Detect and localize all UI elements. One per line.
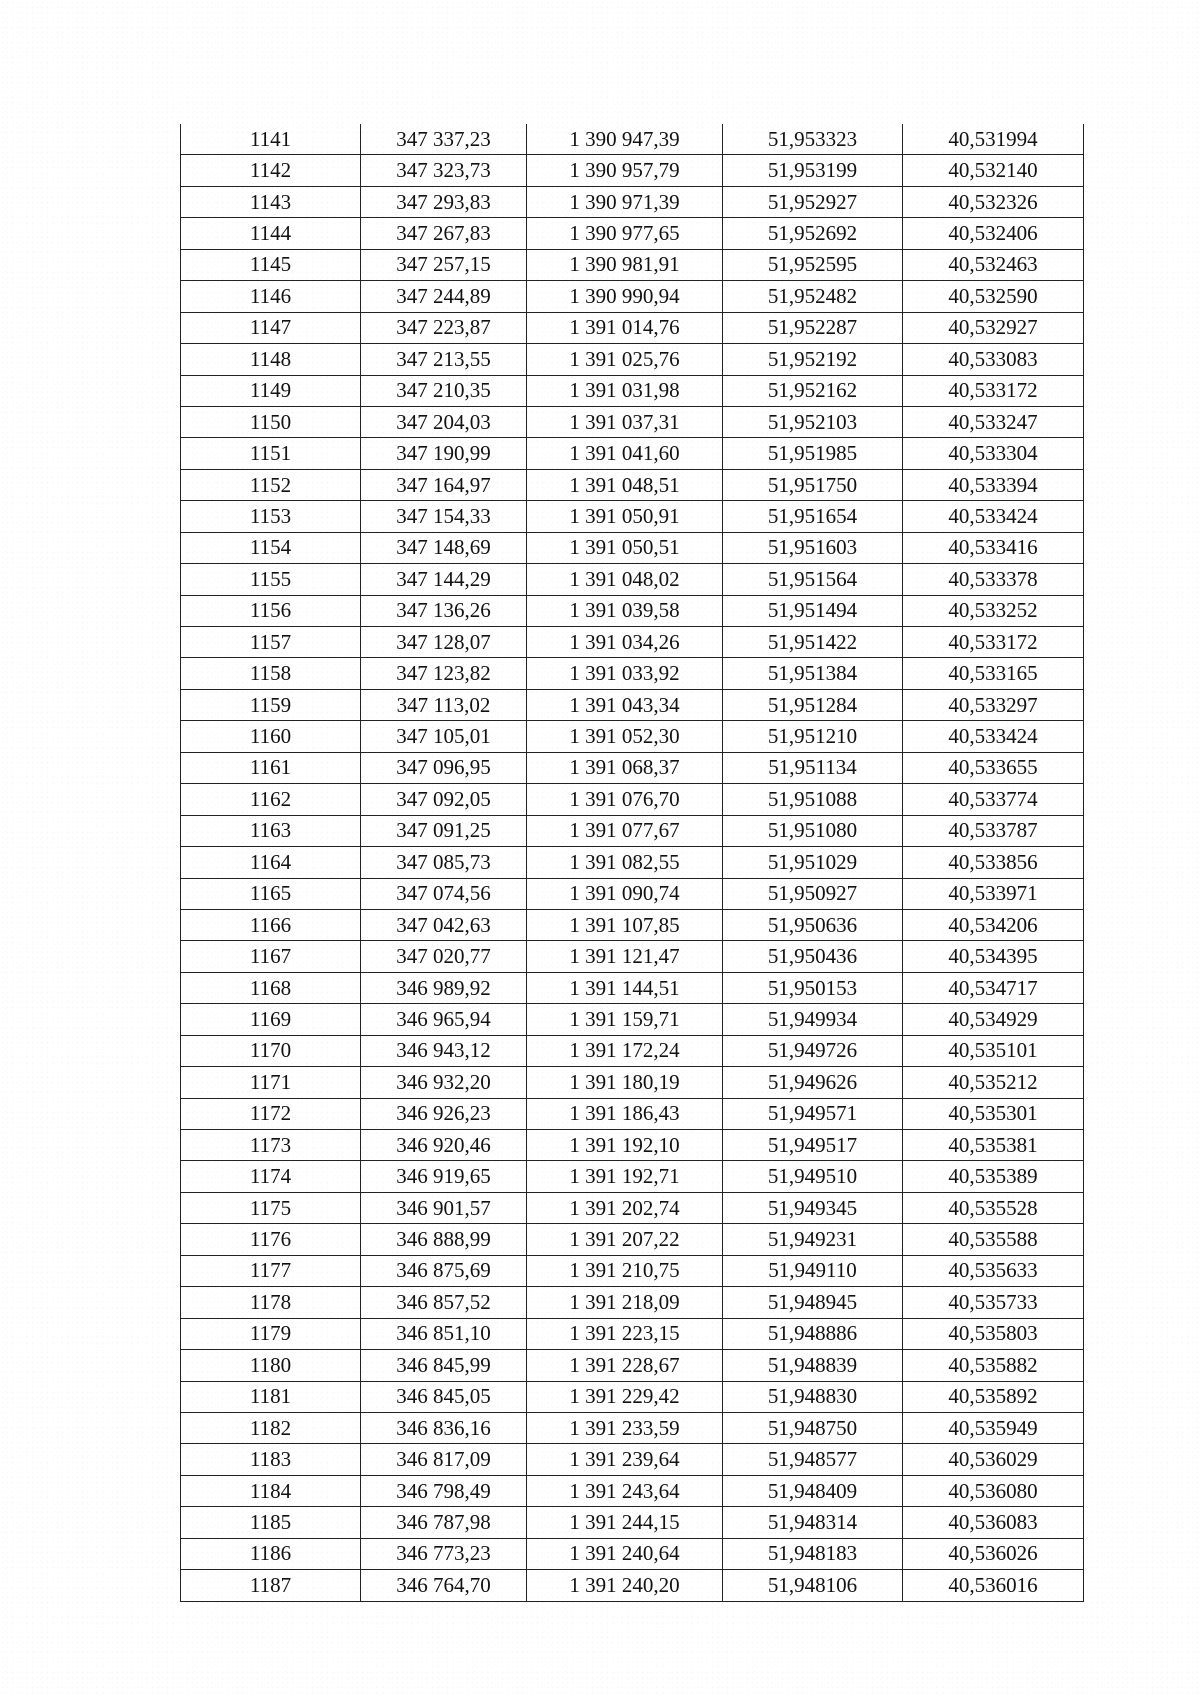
table-row [181,1067,1084,1098]
y-coordinate-cell: 1 391 031,98 [527,375,723,406]
table-row [181,1475,1084,1506]
latitude-cell: 51,952595 [723,249,903,280]
table-row [181,1412,1084,1443]
x-coordinate-cell: 346 857,52 [361,1287,527,1318]
table-row [181,1350,1084,1381]
point-number-cell: 1154 [181,532,361,563]
table-row [181,1098,1084,1129]
latitude-cell: 51,951134 [723,752,903,783]
longitude-cell: 40,536029 [903,1444,1084,1475]
table-row [181,658,1084,689]
y-coordinate-cell: 1 391 034,26 [527,627,723,658]
point-number-cell: 1187 [181,1570,361,1601]
longitude-cell: 40,533083 [903,344,1084,375]
longitude-cell: 40,532140 [903,155,1084,186]
x-coordinate-cell: 347 213,55 [361,344,527,375]
y-coordinate-cell: 1 391 192,71 [527,1161,723,1192]
y-coordinate-cell: 1 391 048,02 [527,564,723,595]
x-coordinate-cell: 347 113,02 [361,689,527,720]
coordinates-table-body [181,124,1084,1601]
y-coordinate-cell: 1 391 210,75 [527,1255,723,1286]
longitude-cell: 40,535892 [903,1381,1084,1412]
y-coordinate-cell: 1 391 050,91 [527,501,723,532]
table-row [181,501,1084,532]
longitude-cell: 40,533424 [903,721,1084,752]
y-coordinate-cell: 1 391 077,67 [527,815,723,846]
latitude-cell: 51,949626 [723,1067,903,1098]
x-coordinate-cell: 346 932,20 [361,1067,527,1098]
latitude-cell: 51,948750 [723,1412,903,1443]
latitude-cell: 51,951750 [723,469,903,500]
y-coordinate-cell: 1 391 180,19 [527,1067,723,1098]
table-row [181,186,1084,217]
longitude-cell: 40,534206 [903,909,1084,940]
latitude-cell: 51,951080 [723,815,903,846]
x-coordinate-cell: 347 148,69 [361,532,527,563]
point-number-cell: 1165 [181,878,361,909]
point-number-cell: 1176 [181,1224,361,1255]
table-row [181,344,1084,375]
latitude-cell: 51,953323 [723,124,903,155]
x-coordinate-cell: 347 210,35 [361,375,527,406]
latitude-cell: 51,948314 [723,1507,903,1538]
table-row [181,689,1084,720]
y-coordinate-cell: 1 391 014,76 [527,312,723,343]
latitude-cell: 51,948409 [723,1475,903,1506]
x-coordinate-cell: 346 965,94 [361,1004,527,1035]
y-coordinate-cell: 1 391 025,76 [527,344,723,375]
table-row [181,1004,1084,1035]
table-row [181,532,1084,563]
x-coordinate-cell: 347 293,83 [361,186,527,217]
y-coordinate-cell: 1 391 240,20 [527,1570,723,1601]
latitude-cell: 51,951029 [723,847,903,878]
point-number-cell: 1173 [181,1130,361,1161]
latitude-cell: 51,951384 [723,658,903,689]
latitude-cell: 51,952927 [723,186,903,217]
y-coordinate-cell: 1 391 202,74 [527,1192,723,1223]
x-coordinate-cell: 346 920,46 [361,1130,527,1161]
longitude-cell: 40,535588 [903,1224,1084,1255]
y-coordinate-cell: 1 391 159,71 [527,1004,723,1035]
x-coordinate-cell: 346 888,99 [361,1224,527,1255]
longitude-cell: 40,536083 [903,1507,1084,1538]
table-row [181,1318,1084,1349]
point-number-cell: 1175 [181,1192,361,1223]
y-coordinate-cell: 1 391 090,74 [527,878,723,909]
longitude-cell: 40,533856 [903,847,1084,878]
y-coordinate-cell: 1 391 192,10 [527,1130,723,1161]
table-row [181,752,1084,783]
longitude-cell: 40,533424 [903,501,1084,532]
y-coordinate-cell: 1 391 243,64 [527,1475,723,1506]
longitude-cell: 40,536026 [903,1538,1084,1569]
table-row [181,438,1084,469]
x-coordinate-cell: 346 926,23 [361,1098,527,1129]
latitude-cell: 51,949345 [723,1192,903,1223]
point-number-cell: 1183 [181,1444,361,1475]
latitude-cell: 51,951088 [723,784,903,815]
point-number-cell: 1157 [181,627,361,658]
table-row [181,878,1084,909]
point-number-cell: 1164 [181,847,361,878]
longitude-cell: 40,533416 [903,532,1084,563]
x-coordinate-cell: 346 773,23 [361,1538,527,1569]
point-number-cell: 1167 [181,941,361,972]
point-number-cell: 1143 [181,186,361,217]
longitude-cell: 40,535101 [903,1035,1084,1066]
y-coordinate-cell: 1 390 981,91 [527,249,723,280]
longitude-cell: 40,532463 [903,249,1084,280]
y-coordinate-cell: 1 391 239,64 [527,1444,723,1475]
latitude-cell: 51,951210 [723,721,903,752]
latitude-cell: 51,952162 [723,375,903,406]
y-coordinate-cell: 1 391 218,09 [527,1287,723,1318]
point-number-cell: 1177 [181,1255,361,1286]
y-coordinate-cell: 1 391 052,30 [527,721,723,752]
table-row [181,1161,1084,1192]
x-coordinate-cell: 346 764,70 [361,1570,527,1601]
point-number-cell: 1161 [181,752,361,783]
latitude-cell: 51,949934 [723,1004,903,1035]
x-coordinate-cell: 347 190,99 [361,438,527,469]
point-number-cell: 1152 [181,469,361,500]
latitude-cell: 51,952103 [723,406,903,437]
table-row [181,627,1084,658]
x-coordinate-cell: 346 817,09 [361,1444,527,1475]
latitude-cell: 51,949231 [723,1224,903,1255]
table-row [181,1130,1084,1161]
x-coordinate-cell: 347 020,77 [361,941,527,972]
y-coordinate-cell: 1 390 990,94 [527,281,723,312]
y-coordinate-cell: 1 391 050,51 [527,532,723,563]
x-coordinate-cell: 346 851,10 [361,1318,527,1349]
x-coordinate-cell: 347 244,89 [361,281,527,312]
table-row [181,124,1084,155]
longitude-cell: 40,533787 [903,815,1084,846]
latitude-cell: 51,948886 [723,1318,903,1349]
table-row [181,1538,1084,1569]
longitude-cell: 40,533378 [903,564,1084,595]
table-row [181,1035,1084,1066]
y-coordinate-cell: 1 391 229,42 [527,1381,723,1412]
longitude-cell: 40,534929 [903,1004,1084,1035]
table-row [181,406,1084,437]
longitude-cell: 40,533304 [903,438,1084,469]
longitude-cell: 40,535733 [903,1287,1084,1318]
point-number-cell: 1149 [181,375,361,406]
x-coordinate-cell: 347 136,26 [361,595,527,626]
point-number-cell: 1148 [181,344,361,375]
point-number-cell: 1171 [181,1067,361,1098]
latitude-cell: 51,948830 [723,1381,903,1412]
point-number-cell: 1184 [181,1475,361,1506]
table-row [181,972,1084,1003]
x-coordinate-cell: 347 323,73 [361,155,527,186]
longitude-cell: 40,533394 [903,469,1084,500]
y-coordinate-cell: 1 391 039,58 [527,595,723,626]
point-number-cell: 1181 [181,1381,361,1412]
y-coordinate-cell: 1 391 240,64 [527,1538,723,1569]
latitude-cell: 51,949510 [723,1161,903,1192]
y-coordinate-cell: 1 391 048,51 [527,469,723,500]
latitude-cell: 51,952482 [723,281,903,312]
x-coordinate-cell: 347 085,73 [361,847,527,878]
longitude-cell: 40,535949 [903,1412,1084,1443]
table-row [181,1192,1084,1223]
coordinates-table-wrapper [180,124,1083,1602]
point-number-cell: 1141 [181,124,361,155]
table-row [181,1570,1084,1601]
x-coordinate-cell: 347 042,63 [361,909,527,940]
y-coordinate-cell: 1 390 957,79 [527,155,723,186]
longitude-cell: 40,533252 [903,595,1084,626]
table-row [181,564,1084,595]
table-row [181,1507,1084,1538]
latitude-cell: 51,950927 [723,878,903,909]
table-row [181,909,1084,940]
y-coordinate-cell: 1 391 172,24 [527,1035,723,1066]
x-coordinate-cell: 346 901,57 [361,1192,527,1223]
point-number-cell: 1174 [181,1161,361,1192]
point-number-cell: 1163 [181,815,361,846]
point-number-cell: 1179 [181,1318,361,1349]
longitude-cell: 40,535381 [903,1130,1084,1161]
table-row [181,941,1084,972]
table-row [181,312,1084,343]
point-number-cell: 1186 [181,1538,361,1569]
y-coordinate-cell: 1 391 043,34 [527,689,723,720]
point-number-cell: 1146 [181,281,361,312]
y-coordinate-cell: 1 391 033,92 [527,658,723,689]
latitude-cell: 51,949110 [723,1255,903,1286]
latitude-cell: 51,949517 [723,1130,903,1161]
longitude-cell: 40,534395 [903,941,1084,972]
longitude-cell: 40,536080 [903,1475,1084,1506]
x-coordinate-cell: 346 845,05 [361,1381,527,1412]
x-coordinate-cell: 347 154,33 [361,501,527,532]
table-row [181,815,1084,846]
y-coordinate-cell: 1 390 947,39 [527,124,723,155]
y-coordinate-cell: 1 391 107,85 [527,909,723,940]
latitude-cell: 51,948183 [723,1538,903,1569]
longitude-cell: 40,533172 [903,627,1084,658]
longitude-cell: 40,532927 [903,312,1084,343]
longitude-cell: 40,533971 [903,878,1084,909]
x-coordinate-cell: 346 798,49 [361,1475,527,1506]
y-coordinate-cell: 1 391 228,67 [527,1350,723,1381]
point-number-cell: 1170 [181,1035,361,1066]
latitude-cell: 51,948839 [723,1350,903,1381]
longitude-cell: 40,532326 [903,186,1084,217]
longitude-cell: 40,533655 [903,752,1084,783]
longitude-cell: 40,533172 [903,375,1084,406]
x-coordinate-cell: 347 092,05 [361,784,527,815]
table-row [181,375,1084,406]
longitude-cell: 40,534717 [903,972,1084,1003]
x-coordinate-cell: 347 164,97 [361,469,527,500]
longitude-cell: 40,535528 [903,1192,1084,1223]
point-number-cell: 1156 [181,595,361,626]
point-number-cell: 1160 [181,721,361,752]
x-coordinate-cell: 347 105,01 [361,721,527,752]
x-coordinate-cell: 347 128,07 [361,627,527,658]
point-number-cell: 1172 [181,1098,361,1129]
latitude-cell: 51,950153 [723,972,903,1003]
y-coordinate-cell: 1 391 223,15 [527,1318,723,1349]
latitude-cell: 51,951422 [723,627,903,658]
y-coordinate-cell: 1 391 068,37 [527,752,723,783]
point-number-cell: 1168 [181,972,361,1003]
x-coordinate-cell: 347 144,29 [361,564,527,595]
latitude-cell: 51,949726 [723,1035,903,1066]
y-coordinate-cell: 1 391 121,47 [527,941,723,972]
table-row [181,784,1084,815]
latitude-cell: 51,948945 [723,1287,903,1318]
point-number-cell: 1153 [181,501,361,532]
longitude-cell: 40,533165 [903,658,1084,689]
y-coordinate-cell: 1 391 076,70 [527,784,723,815]
longitude-cell: 40,535389 [903,1161,1084,1192]
x-coordinate-cell: 347 337,23 [361,124,527,155]
longitude-cell: 40,536016 [903,1570,1084,1601]
table-row [181,595,1084,626]
point-number-cell: 1182 [181,1412,361,1443]
x-coordinate-cell: 347 096,95 [361,752,527,783]
x-coordinate-cell: 346 845,99 [361,1350,527,1381]
x-coordinate-cell: 347 123,82 [361,658,527,689]
table-row [181,155,1084,186]
longitude-cell: 40,532406 [903,218,1084,249]
point-number-cell: 1159 [181,689,361,720]
y-coordinate-cell: 1 390 977,65 [527,218,723,249]
x-coordinate-cell: 346 875,69 [361,1255,527,1286]
table-row [181,1287,1084,1318]
x-coordinate-cell: 347 204,03 [361,406,527,437]
y-coordinate-cell: 1 391 186,43 [527,1098,723,1129]
table-row [181,218,1084,249]
x-coordinate-cell: 347 257,15 [361,249,527,280]
table-row [181,847,1084,878]
y-coordinate-cell: 1 391 207,22 [527,1224,723,1255]
point-number-cell: 1150 [181,406,361,437]
longitude-cell: 40,535301 [903,1098,1084,1129]
table-row [181,721,1084,752]
table-row [181,1381,1084,1412]
point-number-cell: 1147 [181,312,361,343]
table-row [181,281,1084,312]
point-number-cell: 1151 [181,438,361,469]
point-number-cell: 1180 [181,1350,361,1381]
point-number-cell: 1155 [181,564,361,595]
point-number-cell: 1162 [181,784,361,815]
latitude-cell: 51,948577 [723,1444,903,1475]
point-number-cell: 1144 [181,218,361,249]
x-coordinate-cell: 347 091,25 [361,815,527,846]
latitude-cell: 51,952692 [723,218,903,249]
coordinates-table [180,124,1084,1602]
table-row [181,1224,1084,1255]
point-number-cell: 1166 [181,909,361,940]
y-coordinate-cell: 1 391 082,55 [527,847,723,878]
y-coordinate-cell: 1 391 041,60 [527,438,723,469]
latitude-cell: 51,951603 [723,532,903,563]
x-coordinate-cell: 347 074,56 [361,878,527,909]
longitude-cell: 40,535633 [903,1255,1084,1286]
longitude-cell: 40,533774 [903,784,1084,815]
point-number-cell: 1185 [181,1507,361,1538]
point-number-cell: 1178 [181,1287,361,1318]
point-number-cell: 1142 [181,155,361,186]
x-coordinate-cell: 346 989,92 [361,972,527,1003]
table-row [181,1255,1084,1286]
point-number-cell: 1169 [181,1004,361,1035]
x-coordinate-cell: 346 787,98 [361,1507,527,1538]
y-coordinate-cell: 1 391 233,59 [527,1412,723,1443]
latitude-cell: 51,950636 [723,909,903,940]
longitude-cell: 40,531994 [903,124,1084,155]
y-coordinate-cell: 1 391 037,31 [527,406,723,437]
table-row [181,469,1084,500]
latitude-cell: 51,951494 [723,595,903,626]
latitude-cell: 51,951654 [723,501,903,532]
point-number-cell: 1145 [181,249,361,280]
latitude-cell: 51,951985 [723,438,903,469]
y-coordinate-cell: 1 390 971,39 [527,186,723,217]
latitude-cell: 51,949571 [723,1098,903,1129]
latitude-cell: 51,951284 [723,689,903,720]
latitude-cell: 51,950436 [723,941,903,972]
latitude-cell: 51,953199 [723,155,903,186]
x-coordinate-cell: 347 223,87 [361,312,527,343]
longitude-cell: 40,533247 [903,406,1084,437]
latitude-cell: 51,952287 [723,312,903,343]
point-number-cell: 1158 [181,658,361,689]
longitude-cell: 40,533297 [903,689,1084,720]
x-coordinate-cell: 347 267,83 [361,218,527,249]
x-coordinate-cell: 346 919,65 [361,1161,527,1192]
x-coordinate-cell: 346 943,12 [361,1035,527,1066]
table-row [181,249,1084,280]
latitude-cell: 51,948106 [723,1570,903,1601]
x-coordinate-cell: 346 836,16 [361,1412,527,1443]
y-coordinate-cell: 1 391 244,15 [527,1507,723,1538]
longitude-cell: 40,535803 [903,1318,1084,1349]
y-coordinate-cell: 1 391 144,51 [527,972,723,1003]
longitude-cell: 40,532590 [903,281,1084,312]
longitude-cell: 40,535882 [903,1350,1084,1381]
latitude-cell: 51,952192 [723,344,903,375]
table-row [181,1444,1084,1475]
latitude-cell: 51,951564 [723,564,903,595]
longitude-cell: 40,535212 [903,1067,1084,1098]
